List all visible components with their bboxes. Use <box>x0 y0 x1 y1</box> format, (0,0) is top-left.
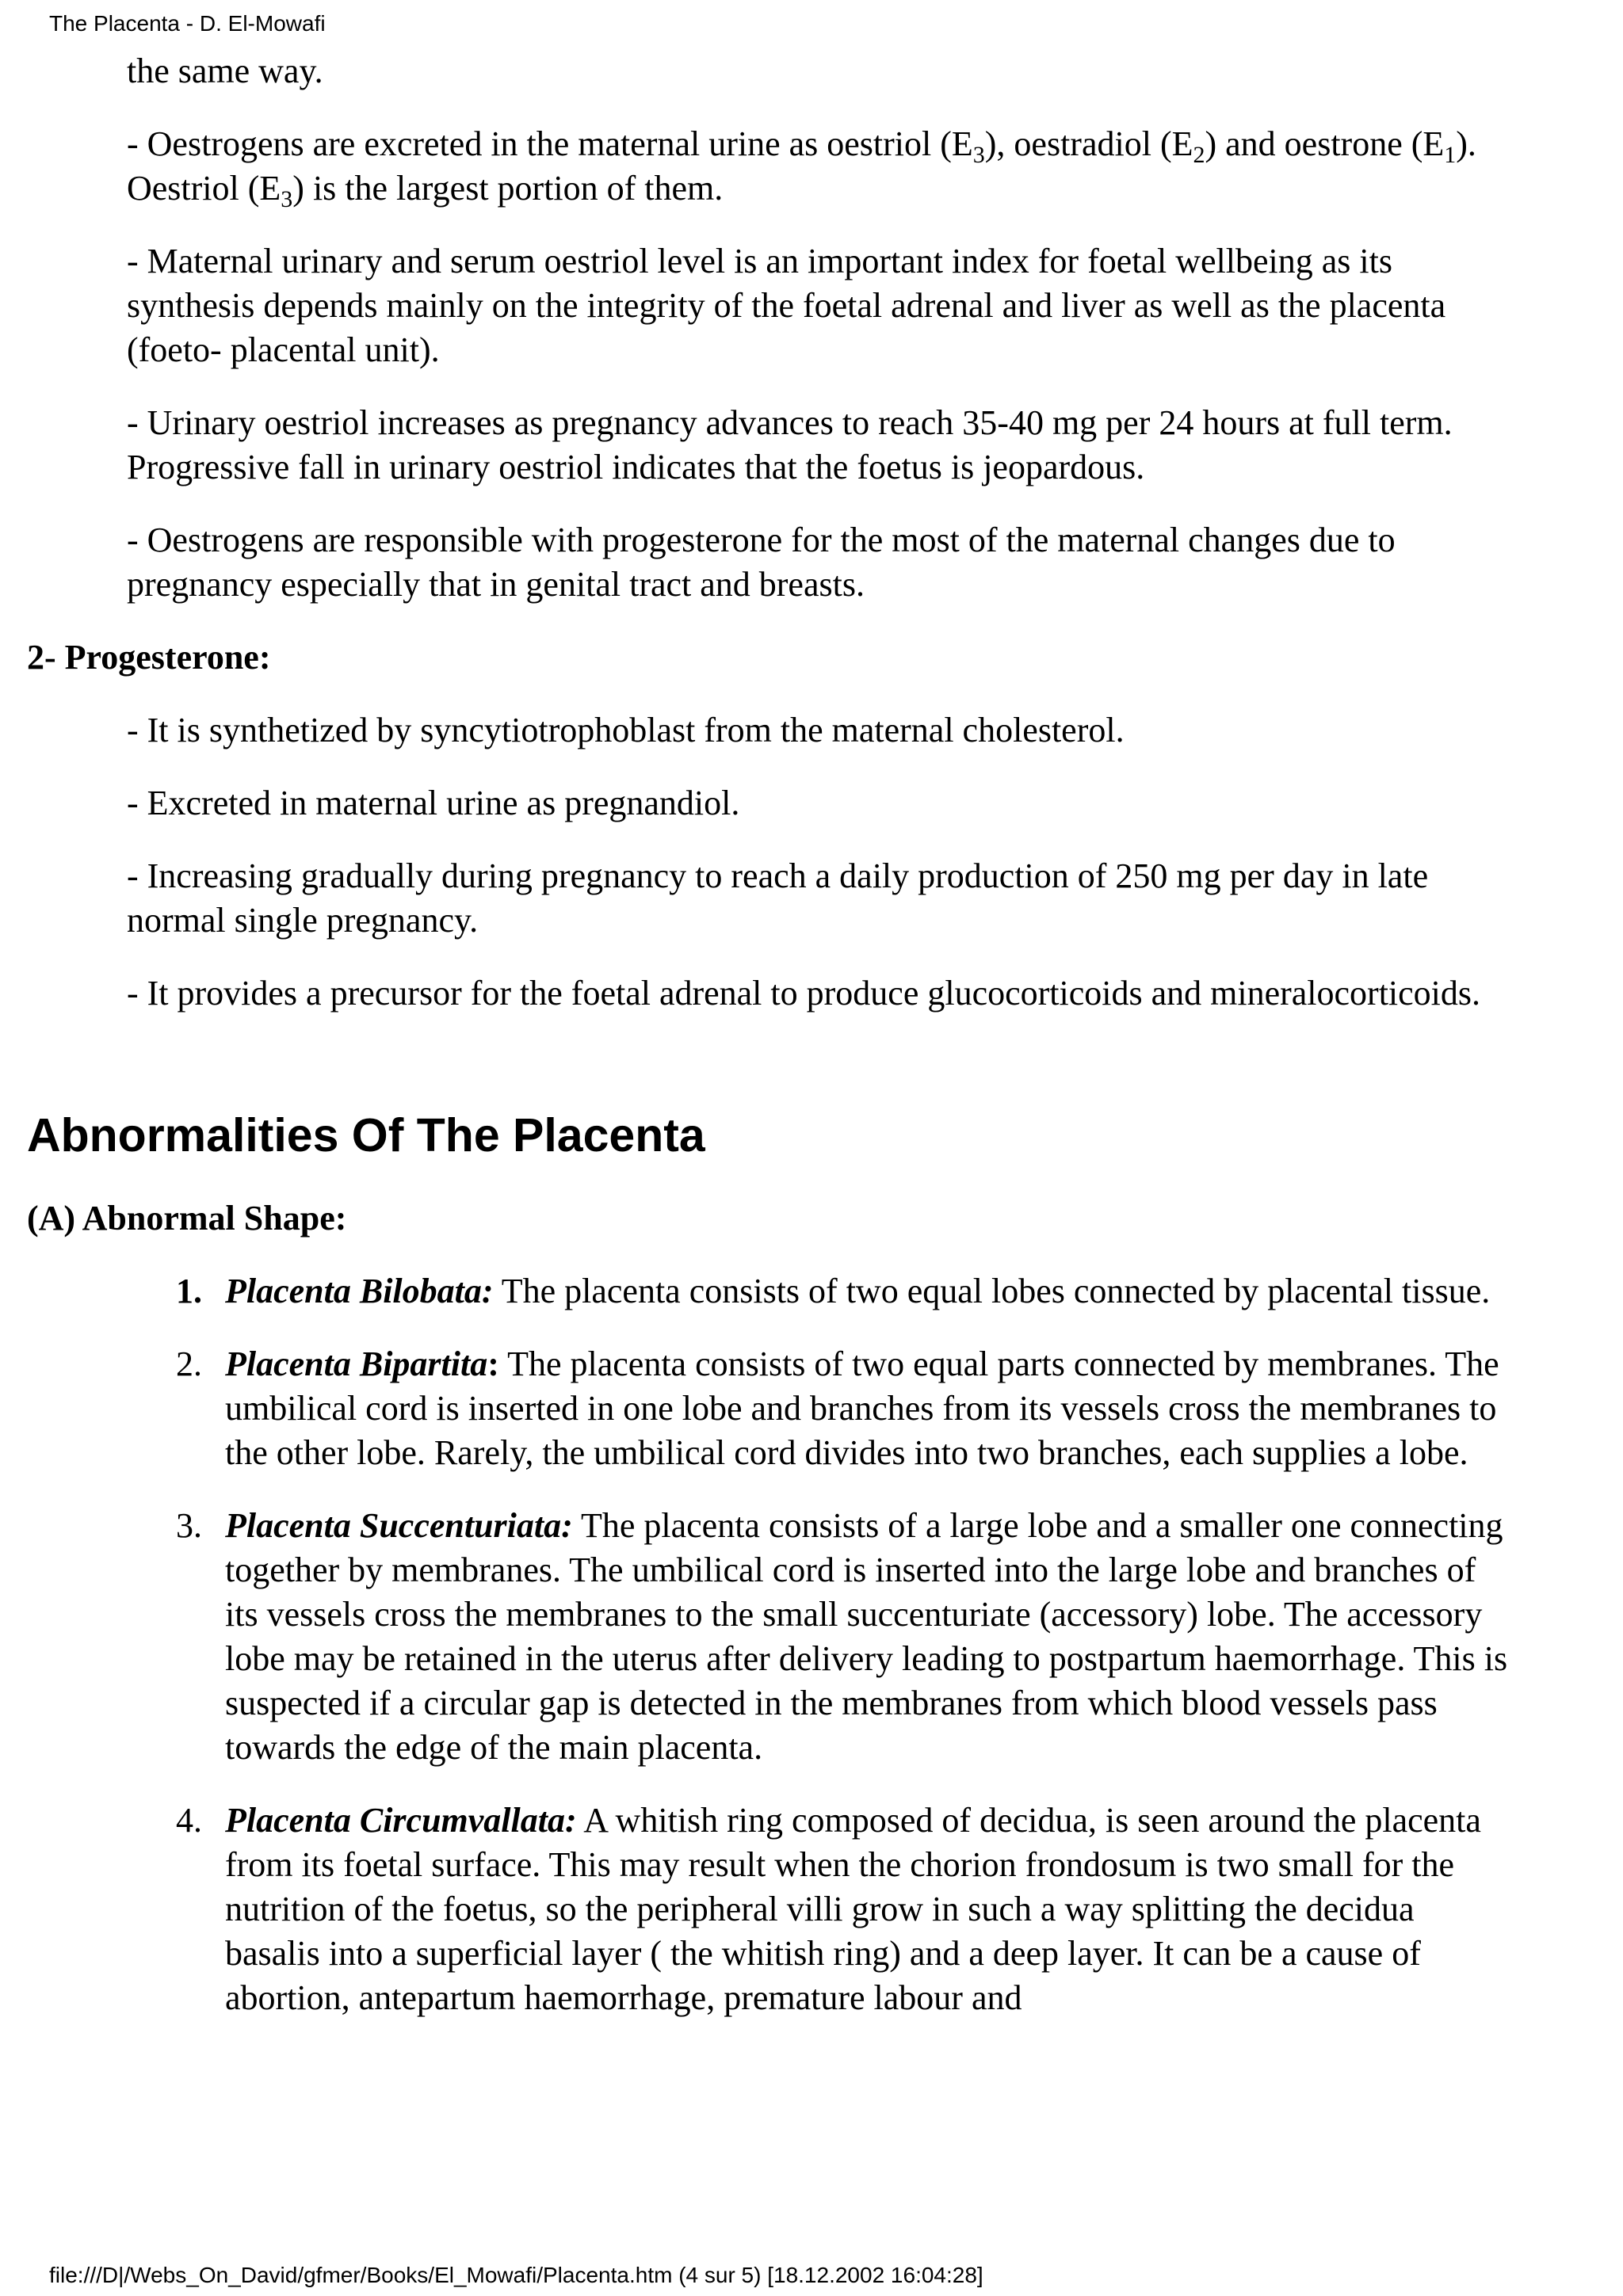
list-item-number: 2. <box>176 1344 202 1383</box>
list-item <box>176 1504 1517 1770</box>
continuation-text: the same way. <box>127 51 323 90</box>
list-item-number: 3. <box>176 1506 202 1545</box>
list-item-term: Placenta Bilobata: <box>225 1272 494 1310</box>
list-item-colon: : <box>487 1344 499 1383</box>
list-item-term: Placenta Circumvallata: <box>225 1801 577 1840</box>
list-item <box>176 1798 1517 2020</box>
progesterone-heading: 2- Progesterone: <box>27 638 271 677</box>
oestriol-index-paragraph: - Maternal urinary and serum oestriol level is an important index for foetal wellbeing as its synthesis depends mainly on the integrity of the foetal adrenal and liver as well as the placenta (foeto- placental unit). <box>127 242 1446 369</box>
print-footer: file:///D|/Webs_On_David/gfmer/Books/El_Mowafi/Placenta.htm (4 sur 5) [18.12.2002 16:04:28] <box>49 2263 983 2287</box>
progesterone-production-paragraph: - Increasing gradually during pregnancy to reach a daily production of 250 mg per day in late normal single pregnancy. <box>127 856 1429 940</box>
progesterone-excretion-paragraph: - Excreted in maternal urine as pregnandiol. <box>127 784 740 822</box>
abnormalities-title: Abnormalities Of The Placenta <box>27 1109 705 1161</box>
list-item-text: The placenta consists of two equal lobes connected by placental tissue. <box>493 1272 1491 1310</box>
list-item-text: The placenta consists of a large lobe and a smaller one connecting together by membranes. The umbilical cord is inserted into the large lobe and branches of its vessels cross the membranes to the small succenturiate (accessory) lobe. The accessory lobe may be retained in the uterus after delivery leading to postpartum haemorrhage. This is suspected if a circular gap is detected in the membranes from which blood vessels pass towards the edge of the main placenta. <box>225 1506 1508 1767</box>
list-item-term: Placenta Bipartita <box>225 1344 488 1383</box>
document-body <box>27 49 1517 2049</box>
list-item-text: The placenta consists of two equal parts connected by membranes. The umbilical cord is inserted in one lobe and branches from its vessels cross the membranes to the other lobe. Rarely, the umbilical cord divides into two branches, each supplies a lobe. <box>225 1344 1499 1472</box>
progesterone-precursor-paragraph: - It provides a precursor for the foetal adrenal to produce glucocorticoids and mineralocorticoids. <box>127 974 1481 1013</box>
list-item <box>176 1342 1517 1475</box>
list-item <box>176 1269 1517 1314</box>
oestrogen-excretion-paragraph: - Oestrogens are excreted in the maternal urine as oestriol $(E_3)$, oestradiol $(E_2)$ and oestrone $(E_1)$. Oestriol $(E_3)$ is the largest portion of them. <box>127 124 1476 212</box>
list-item-number: 4. <box>176 1801 202 1840</box>
print-header: The Placenta - D. El-Mowafi <box>49 11 326 36</box>
abnormal-shape-list <box>27 1269 1517 2020</box>
list-item-text: A whitish ring composed of decidua, is seen around the placenta from its foetal surface. This may result when the chorion frondosum is two small for the nutrition of the foetus, so the peripheral villi grow in such a way splitting the decidua basalis into a superficial layer ( the whitish ring) and a deep layer. It can be a cause of abortion, antepartum haemorrhage, premature labour and <box>225 1801 1481 2017</box>
oestrogen-responsibility-paragraph: - Oestrogens are responsible with progesterone for the most of the maternal changes due to pregnancy especially that in genital tract and breasts. <box>127 521 1396 604</box>
progesterone-synthesis-paragraph: - It is synthetized by syncytiotrophoblast from the maternal cholesterol. <box>127 711 1125 749</box>
list-item-term: Placenta Succenturiata: <box>225 1506 573 1545</box>
list-item-number: 1. <box>176 1272 202 1310</box>
urinary-oestriol-paragraph: - Urinary oestriol increases as pregnancy advances to reach 35-40 mg per 24 hours at full term. Progressive fall in urinary oestriol indicates that the foetus is jeopardous. <box>127 403 1453 486</box>
abnormal-shape-heading: (A) Abnormal Shape: <box>27 1199 347 1238</box>
